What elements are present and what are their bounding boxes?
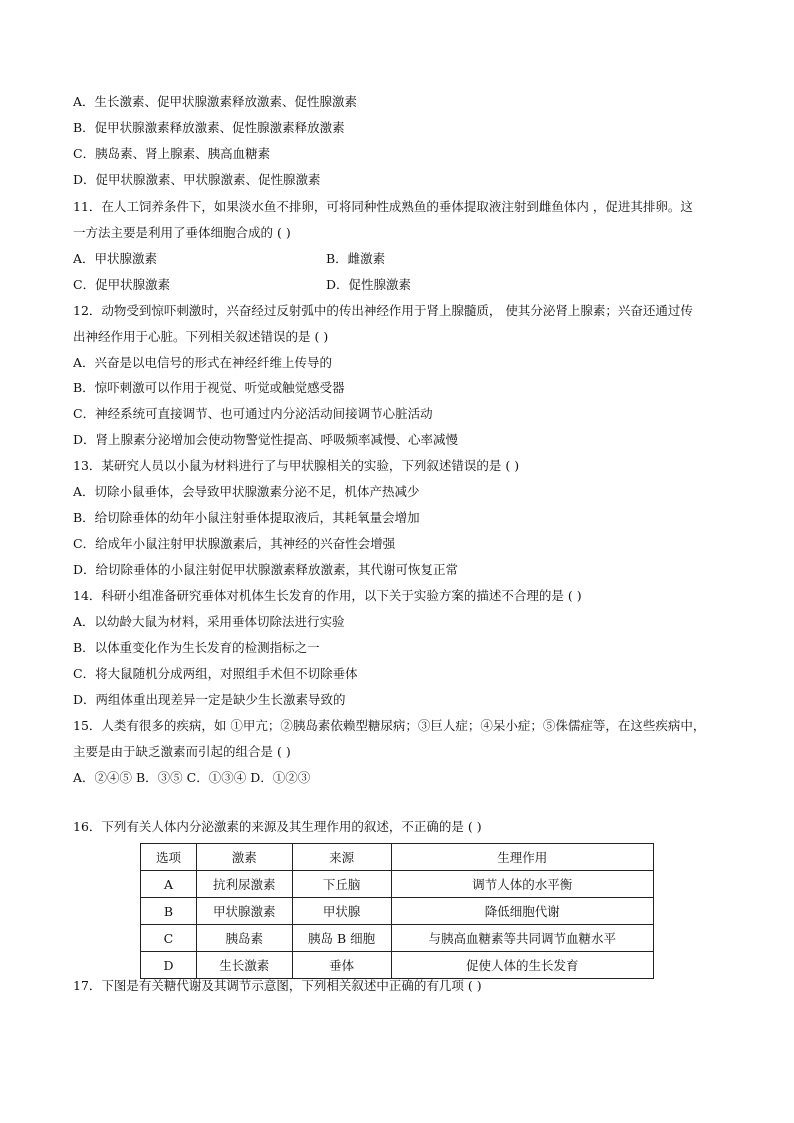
q15-stem-line1: 15．人类有很多的疾病，如 ①甲亢；②胰岛素依赖型糖尿病；③巨人症；④呆小症；⑤侏儒症等，在这些疾病中， (73, 718, 706, 733)
q14-stem: 14．科研小组准备研究垂体对机体生长发育的作用，以下关于实验方案的描述不合理的是 ( ) (73, 588, 582, 603)
q10-option-d: D．促甲状腺激素、甲状腺激素、促性腺激素 (73, 172, 321, 187)
q17-stem: 17．下图是有关糖代谢及其调节示意图，下列相关叙述中正确的有几项 ( ) (73, 978, 482, 993)
q14-option-c: C．将大鼠随机分成两组，对照组手术但不切除垂体 (73, 666, 358, 681)
q12-option-c: C．神经系统可直接调节、也可通过内分泌活动间接调节心脏活动 (73, 406, 433, 421)
table-cell: 甲状腺激素 (196, 898, 292, 925)
q14-option-d: D．两组体重出现差异一定是缺少生长激素导致的 (73, 692, 346, 707)
table-cell: 胰岛素 (196, 925, 292, 952)
table-header-cell: 生理作用 (391, 844, 653, 871)
table-row (141, 925, 654, 952)
table-cell: 胰岛 B 细胞 (292, 925, 391, 952)
table-cell: 甲状腺 (292, 898, 391, 925)
q12-stem-line1: 12．动物受到惊吓刺激时，兴奋经过反射弧中的传出神经作用于肾上腺髓质， 使其分泌肾上腺素；兴奋还通过传 (73, 303, 693, 318)
table-row (141, 898, 654, 925)
q14-option-a: A．以幼龄大鼠为材料，采用垂体切除法进行实验 (73, 614, 345, 629)
table-cell: 调节人体的水平衡 (391, 871, 653, 898)
table-header-cell: 激素 (196, 844, 292, 871)
q11-option-d: D．促性腺激素 (326, 277, 412, 292)
table-row (141, 871, 654, 898)
q11-option-a: A．甲状腺激素 (73, 251, 158, 266)
table-cell: 抗利尿激素 (196, 871, 292, 898)
q12-stem-line2: 出神经作用于心脏。下列相关叙述错误的是 ( ) (73, 329, 329, 344)
q11-option-b: B．雌激素 (326, 251, 386, 266)
q11-stem-line2: 一方法主要是利用了垂体细胞合成的 ( ) (73, 225, 291, 240)
table-cell: A (141, 871, 197, 898)
table-cell: C (141, 925, 197, 952)
q13-stem: 13．某研究人员以小鼠为材料进行了与甲状腺相关的实验，下列叙述错误的是 ( ) (73, 458, 520, 473)
q13-option-c: C．给成年小鼠注射甲状腺激素后，其神经的兴奋性会增强 (73, 536, 396, 551)
table-cell: D (141, 952, 197, 979)
table-header-cell: 来源 (292, 844, 391, 871)
table-cell: B (141, 898, 197, 925)
table-cell: 下丘脑 (292, 871, 391, 898)
table-header-row (141, 844, 654, 871)
table-cell: 降低细胞代谢 (391, 898, 653, 925)
q14-option-b: B．以体重变化作为生长发育的检测指标之一 (73, 640, 320, 655)
q11-stem-line1: 11．在人工饲养条件下，如果淡水鱼不排卵，可将同种性成熟鱼的垂体提取液注射到雌鱼体内 ，促进其排卵。这 (73, 199, 693, 214)
q13-option-a: A．切除小鼠垂体，会导致甲状腺激素分泌不足，机体产热减少 (73, 484, 420, 499)
table-cell: 垂体 (292, 952, 391, 979)
table-cell: 生长激素 (196, 952, 292, 979)
table-cell: 与胰高血糖素等共同调节血糖水平 (391, 925, 653, 952)
q13-option-b: B．给切除垂体的幼年小鼠注射垂体提取液后，其耗氧量会增加 (73, 510, 420, 525)
q12-option-a: A．兴奋是以电信号的形式在神经纤维上传导的 (73, 355, 333, 370)
q10-option-c: C．胰岛素、肾上腺素、胰高血糖素 (73, 146, 271, 161)
hormone-table (140, 843, 654, 979)
q10-option-b: B．促甲状腺激素释放激素、促性腺激素释放激素 (73, 120, 345, 135)
q15-options: A．②④⑤ B．③⑤ C．①③④ D．①②③ (73, 770, 311, 785)
table-cell: 促使人体的生长发育 (391, 952, 653, 979)
table-header-cell: 选项 (141, 844, 197, 871)
q16-stem: 16．下列有关人体内分泌激素的来源及其生理作用的叙述，不正确的是 ( ) (73, 819, 482, 834)
table-row (141, 952, 654, 979)
q12-option-b: B．惊吓刺激可以作用于视觉、听觉或触觉感受器 (73, 380, 345, 395)
q13-option-d: D．给切除垂体的小鼠注射促甲状腺激素释放激素，其代谢可恢复正常 (73, 562, 459, 577)
q12-option-d: D．肾上腺素分泌增加会使动物警觉性提高、呼吸频率减慢、心率减慢 (73, 432, 459, 447)
q11-option-c: C．促甲状腺激素 (73, 277, 171, 292)
q15-stem-line2: 主要是由于缺乏激素而引起的组合是 ( ) (73, 744, 291, 759)
q10-option-a: A．生长激素、促甲状腺激素释放激素、促性腺激素 (73, 94, 358, 109)
